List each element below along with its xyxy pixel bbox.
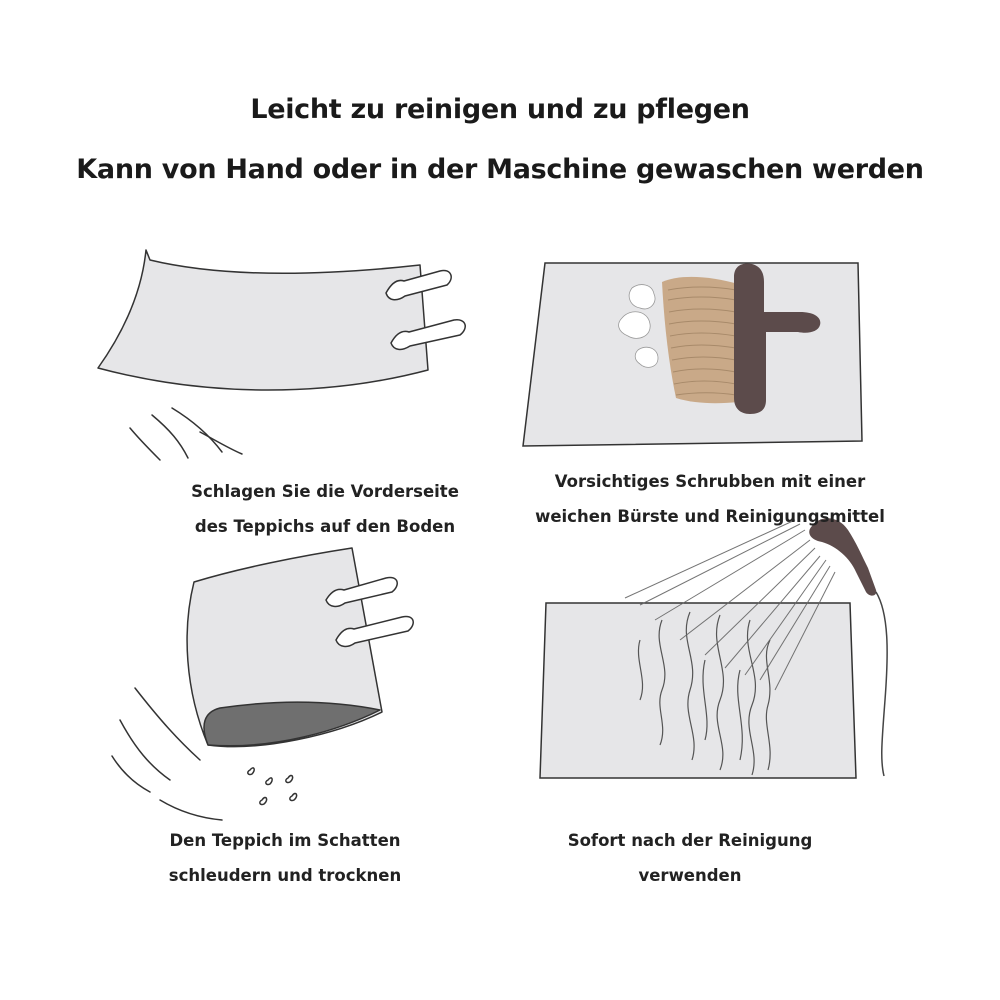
spin-dry-rug-icon (112, 548, 413, 820)
step2-caption (490, 464, 930, 534)
step4-caption (490, 823, 890, 893)
shower-rinse-icon (540, 518, 887, 778)
step2-caption-line2: weichen Bürste und Reinigungsmittel (535, 507, 885, 526)
step3-caption-line2: schleudern und trocknen (168, 866, 402, 885)
step4-caption-line2: verwenden (638, 866, 742, 885)
header-title-line1: Leicht zu reinigen und zu pflegen (250, 94, 750, 125)
step1-caption-line1: Schlagen Sie die Vorderseite (191, 482, 459, 501)
step3-caption-line1: Den Teppich im Schatten (169, 831, 401, 850)
step2-caption-line1: Vorsichtiges Schrubben mit einer (554, 472, 866, 491)
brush-scrub-icon (523, 263, 862, 446)
beating-rug-icon (98, 250, 465, 460)
step1-caption-line2: des Teppichs auf den Boden (194, 517, 456, 536)
header-title-line2: Kann von Hand oder in der Maschine gewaschen werden (76, 154, 924, 185)
step1-caption (110, 474, 540, 544)
step4-caption-line1: Sofort nach der Reinigung (567, 831, 813, 850)
step3-caption (100, 823, 470, 893)
